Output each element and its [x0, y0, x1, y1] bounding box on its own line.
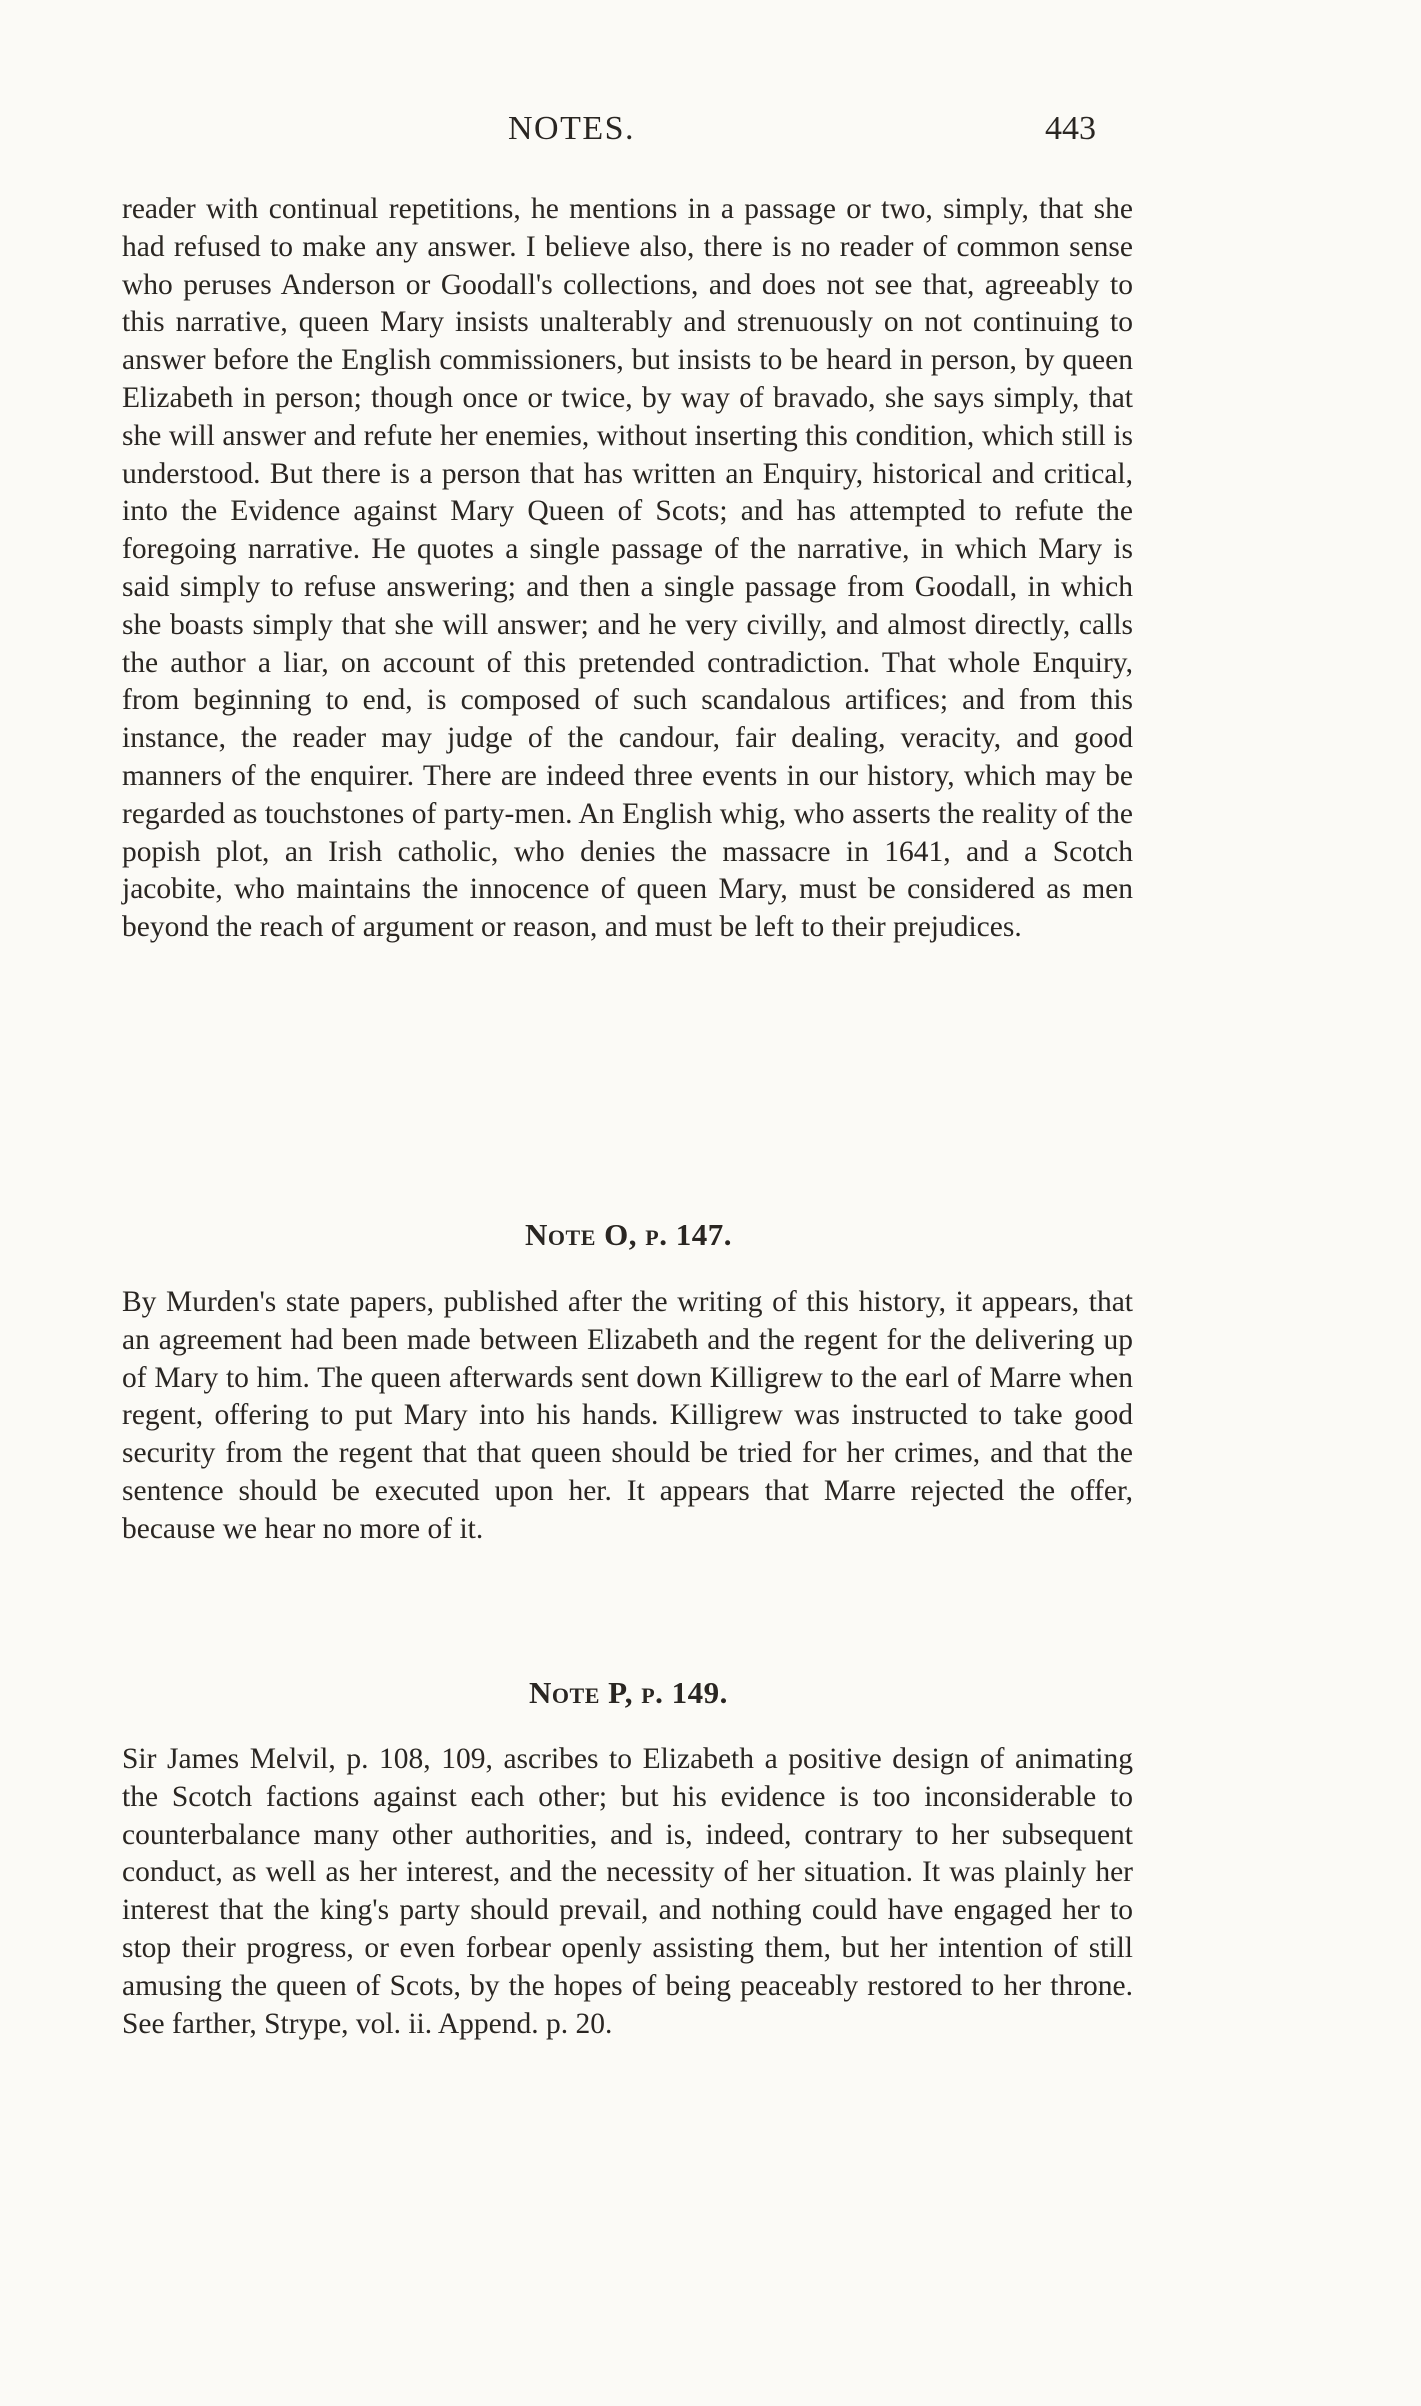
paragraph: By Murden's state papers, published after the writing of this history, it appears, that an agreement had been made between Elizabeth and the regent for the delivering up of Mary to him. The queen afterwards sent down Killigrew to the earl of Marre when regent, offering to put Mary into his hands. Killigrew was instructed to take good security from the regent that that queen should be tried for her crimes, and that the sentence should be executed upon her. It appears that Marre rejected the offer, because we hear no more of it.	[122, 1286, 1133, 1545]
note-p-body	[122, 1741, 1133, 2043]
continued-note-text	[122, 191, 1133, 947]
note-o-body	[122, 1284, 1133, 1549]
running-head: NOTES.	[508, 110, 636, 147]
note-p-heading: Note P, p. 149.	[529, 1675, 728, 1710]
paragraph: reader with continual repetitions, he mentions in a passage or two, simply, that she had refused to make any answer. I believe also, there is no reader of common sense who peruses Anderson or Goodall's collections, and does not see that, agreeably to this narrative, queen Mary insists unalterably and strenuously on not continuing to answer before the English commissioners, but insists to be heard in person, by queen Elizabeth in person; though once or twice, by way of bravado, she says simply, that she will answer and refute her enemies, without inserting this condition, which still is understood. But there is a person that has written an Enquiry, historical and critical, into the Evidence against Mary Queen of Scots; and has attempted to refute the foregoing narrative. He quotes a single passage of the narrative, in which Mary is said simply to refuse answering; and then a single passage from Goodall, in which she boasts simply that she will answer; and he very civilly, and almost directly, calls the author a liar, on account of this pretended contradiction. That whole Enquiry, from beginning to end, is composed of such scandalous artifices; and from this instance, the reader may judge of the candour, fair dealing, veracity, and good manners of the enquirer. There are indeed three events in our history, which may be regarded as touchstones of party-men. An English whig, who asserts the reality of the popish plot, an Irish catholic, who denies the massacre in 1641, and a Scotch jacobite, who maintains the innocence of queen Mary, must be considered as men beyond the reach of argument or reason, and must be left to their prejudices.	[122, 193, 1133, 944]
note-o-heading: Note O, p. 147.	[525, 1217, 732, 1252]
paragraph: Sir James Melvil, p. 108, 109, ascribes to Elizabeth a positive design of animating the Scotch factions against each other; but his evidence is too inconsiderable to counterbalance many other authorities, and is, indeed, contrary to her subsequent conduct, as well as her interest, and the necessity of her situation. It was plainly her interest that the king's party should prevail, and nothing could have engaged her to stop their progress, or even forbear openly assisting them, but her intention of still amusing the queen of Scots, by the hopes of being peaceably restored to her throne. See farther, Strype, vol. ii. Append. p. 20.	[122, 1743, 1133, 2040]
page-header	[0, 110, 1421, 170]
page-number: 443	[1045, 110, 1096, 147]
